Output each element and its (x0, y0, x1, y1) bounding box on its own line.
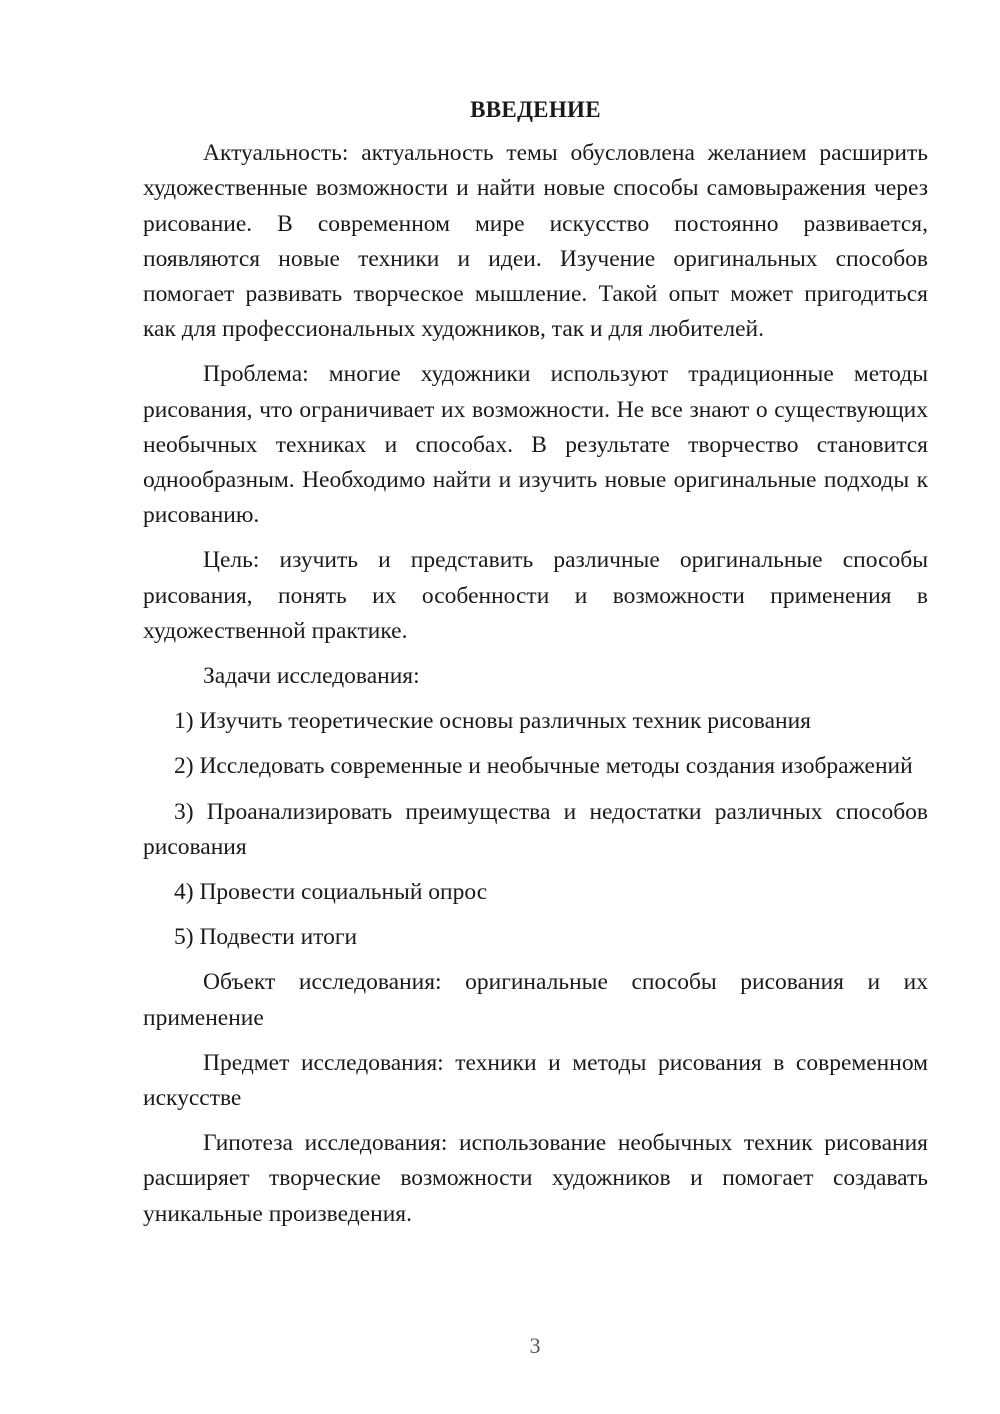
goal-paragraph: Цель: изучить и представить различные оригинальные способы рисования, понять их особенности и возможности применения в художественной практике. (143, 547, 928, 644)
hypothesis-paragraph: Гипотеза исследования: использование необычных техник рисования расширяет творческие возможности художников и помогает создавать уникальные произведения. (143, 1130, 928, 1227)
page-number: 3 (529, 1333, 541, 1358)
document-page (143, 92, 928, 1242)
relevance-paragraph: Актуальность: актуальность темы обусловлена желанием расширить художественные возможности и найти новые способы самовыражения через рисование. В современном мире искусство постоянно развивается, появляются новые техники и идеи. Изучение оригинальных способов помогает развивать творческое мышление. Такой опыт может пригодиться как для профессиональных художников, так и для любителей. (143, 140, 928, 343)
task-item-5: 5) Подвести итоги (174, 924, 358, 951)
task-item-4: 4) Провести социальный опрос (174, 879, 488, 906)
task-item-1: 1) Изучить теоретические основы различных техник рисования (174, 708, 811, 735)
problem-paragraph: Проблема: многие художники используют традиционные методы рисования, что ограничивает их возможности. Не все знают о существующих необычных техниках и способах. В результате творчество становится однообразным. Необходимо найти и изучить новые оригинальные подходы к рисованию. (143, 361, 928, 529)
section-title: ВВЕДЕНИЕ (470, 97, 601, 122)
object-paragraph: Объект исследования: оригинальные способы рисования и их применение (143, 969, 928, 1031)
tasks-heading: Задачи исследования: (203, 663, 420, 690)
task-item-2: 2) Исследовать современные и необычные методы создания изображений (174, 753, 913, 780)
task-item-3: 3) Проанализировать преимущества и недостатки различных способов рисования (143, 798, 928, 860)
subject-paragraph: Предмет исследования: техники и методы рисования в современном искусстве (143, 1049, 928, 1112)
